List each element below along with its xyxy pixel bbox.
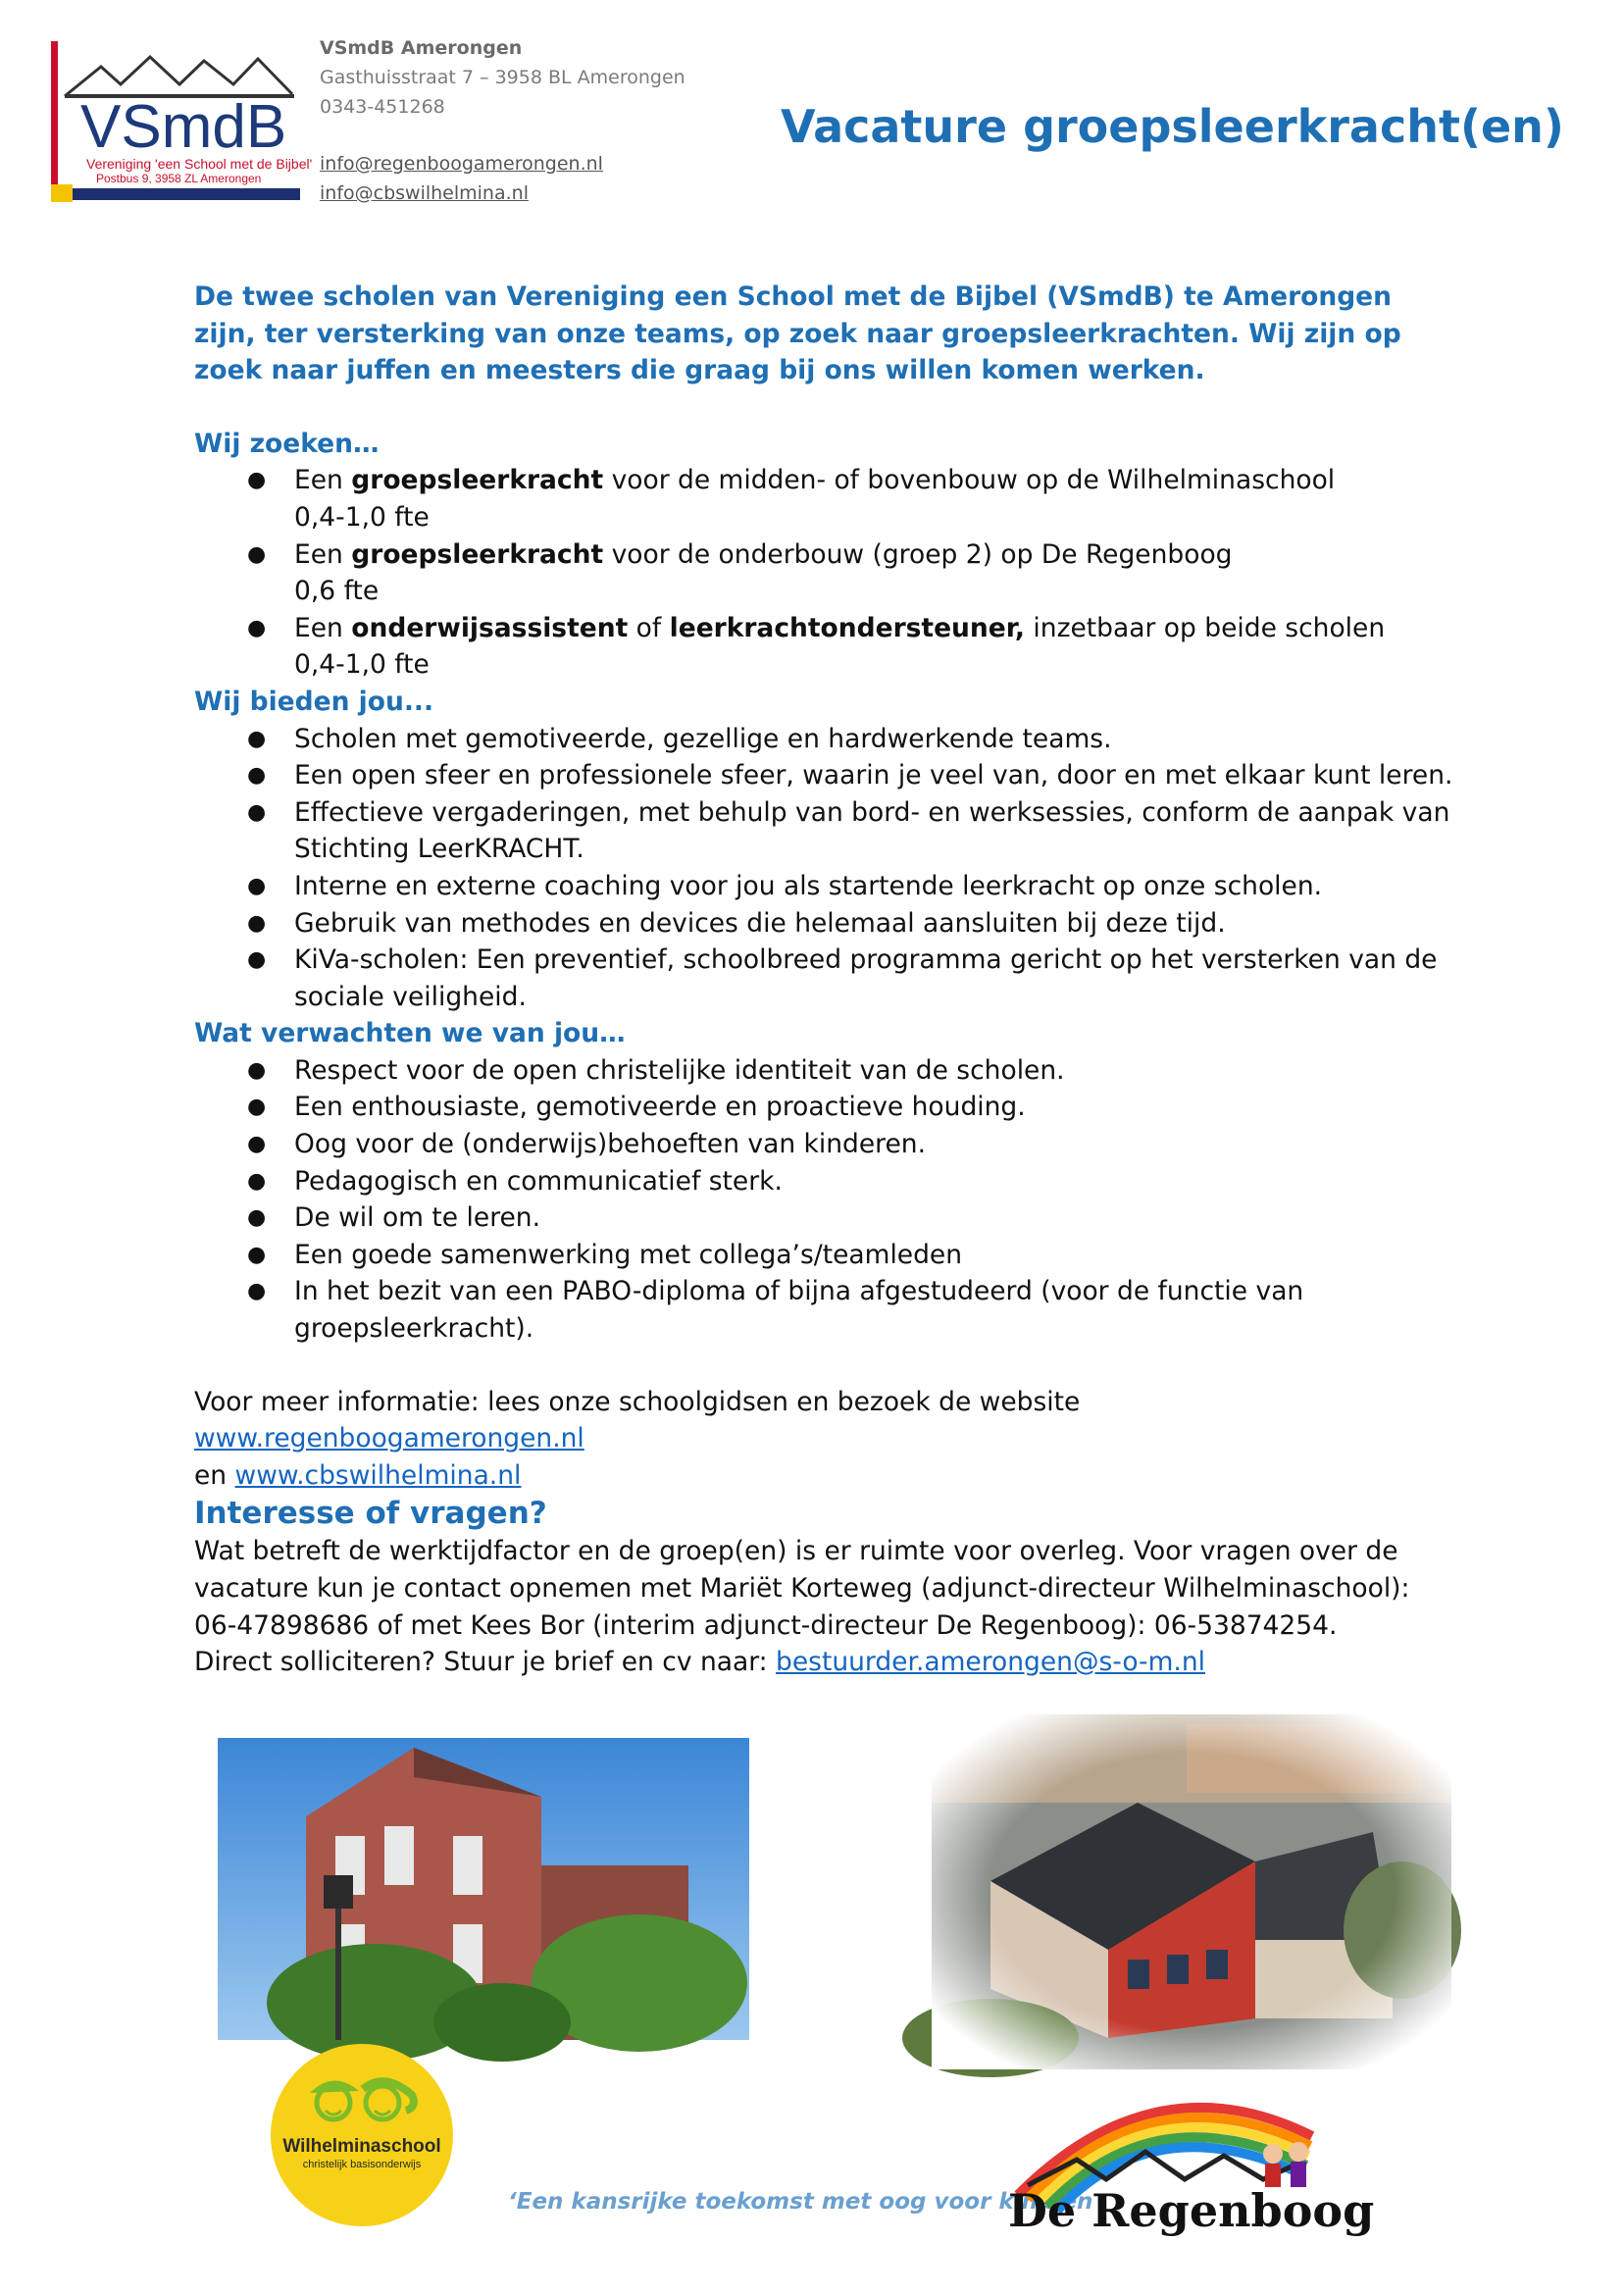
info-paragraph: Voor meer informatie: lees onze schoolgidsen en bezoek de website www.regenboogamerongen.nl en www.cbswilhelmina.nl [194,1386,1081,1491]
org-phone: 0343-451268 [320,96,445,118]
list-item: ● Interne en externe coaching voor jou als startende leerkracht op onze scholen. [194,868,1459,905]
list-item: ● Een groepsleerkracht voor de midden- of bovenbouw op de Wilhelminaschool 0,4-1,0 fte [194,462,1459,535]
bieden-heading: Wij bieden jou... [194,686,434,717]
org-address: Gasthuisstraat 7 – 3958 BL Amerongen [320,67,685,88]
fte-label: 0,4-1,0 fte [294,501,430,533]
wilhelmina-logo [269,2042,455,2228]
list-item: ● Scholen met gemotiveerde, gezellige en hardwerkende teams. [194,721,1459,758]
list-item: ● Pedagogisch en communicatief sterk. [194,1163,1459,1200]
list-item: ● Oog voor de (onderwijs)behoeften van kinderen. [194,1126,1459,1163]
bieden-list [194,721,1459,1016]
list-item: ● In het bezit van een PABO-diploma of bijna afgestudeerd (voor de functie van groepsleerkracht). [194,1273,1459,1347]
regenboog-logo-name: De Regenboog [1008,2184,1375,2237]
list-item: ● De wil om te leren. [194,1199,1459,1237]
fte-label: 0,6 fte [294,576,380,607]
logo-subtitle: Vereniging 'een School met de Bijbel' [86,156,313,172]
regenboog-school-photo [932,1714,1451,2069]
wilhelmina-school-photo [218,1738,749,2040]
fte-label: 0,4-1,0 fte [294,649,430,681]
email-link-wilhelmina[interactable]: info@cbswilhelmina.nl [320,182,529,204]
email-link-regenboog[interactable]: info@regenboogamerongen.nl [320,153,603,175]
list-item: ● Een goede samenwerking met collega’s/teamleden [194,1237,1459,1274]
org-name: VSmdB Amerongen [320,37,523,59]
regenboog-logo [998,2077,1375,2237]
zoeken-heading: Wij zoeken… [194,428,380,459]
vacancy-content [194,279,1459,1681]
apply-line: Direct solliciteren? Stuur je brief en cv naar: bestuurder.amerongen@s-o-m.nl [194,1647,1205,1678]
interesse-heading: Interesse of vragen? [194,1496,547,1532]
apply-email-link[interactable]: bestuurder.amerongen@s-o-m.nl [776,1647,1205,1678]
logo-address: Postbus 9, 3958 ZL Amerongen [96,172,262,185]
website-link-regenboog[interactable]: www.regenboogamerongen.nl [194,1423,584,1454]
vsmdb-logo [47,37,313,206]
list-item: ● Effectieve vergaderingen, met behulp van bord- en werksessies, conform de aanpak van Stichting LeerKRACHT. [194,794,1459,868]
wilhelmina-logo-sub: christelijk basisonderwijs [302,2159,422,2170]
list-item: ● Een onderwijsassistent of leerkrachtondersteuner, inzetbaar op beide scholen 0,4-1,0 fte [194,610,1459,684]
logo-text: VSmdB [80,93,287,161]
slogan: ‘Een kansrijke toekomst met oog voor kind en [508,2189,1093,2215]
zoeken-list [194,462,1459,684]
list-item: ● Een open sfeer en professionele sfeer, waarin je veel van, door en met elkaar kunt leren. [194,757,1459,794]
list-item: ● Gebruik van methodes en devices die helemaal aansluiten bij deze tijd. [194,905,1459,943]
page-title: Vacature groepsleerkracht(en) [781,100,1564,153]
list-item: ● Respect voor de open christelijke identiteit van de scholen. [194,1052,1459,1090]
contact-block [320,33,685,208]
list-item: ● Een groepsleerkracht voor de onderbouw (groep 2) op De Regenboog 0,6 fte [194,536,1459,610]
interesse-text: Wat betreft de werktijdfactor en de groep(en) is er ruimte voor overleg. Voor vragen over de vacature kun je contact opnemen met Mariët Korteweg (adjunct-directeur Wilhelminaschool): 06-47898686 of met Kees Bor (interim adjunct-directeur De Regenboog): 06-53874254. [194,1536,1410,1641]
list-item: ● KiVa-scholen: Een preventief, schoolbreed programma gericht op het versterken van de sociale veiligheid. [194,942,1459,1015]
intro-text: De twee scholen van Vereniging een School met de Bijbel (VSmdB) te Amerongen zijn, ter versterking van onze teams, op zoek naar groepsleerkrachten. Wij zijn op zoek naar juffen en meesters die graag bij ons willen komen werken. [194,281,1401,386]
website-link-wilhelmina[interactable]: www.cbswilhelmina.nl [234,1459,522,1491]
wilhelmina-logo-name: Wilhelminaschool [282,2136,441,2157]
verwachten-heading: Wat verwachten we van jou… [194,1018,626,1049]
verwachten-list [194,1052,1459,1348]
list-item: ● Een enthousiaste, gemotiveerde en proactieve houding. [194,1089,1459,1126]
